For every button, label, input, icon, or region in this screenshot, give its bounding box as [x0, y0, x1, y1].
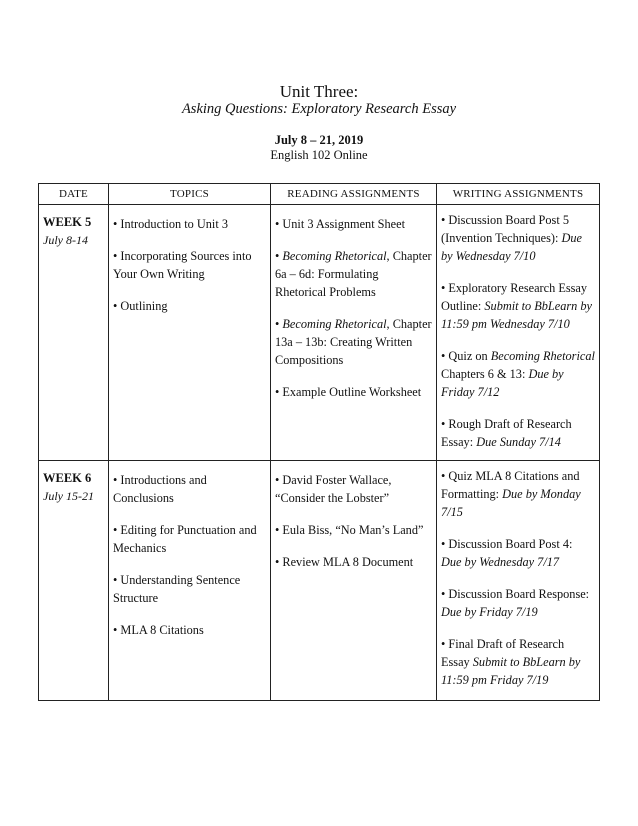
topic-item: • MLA 8 Citations: [113, 623, 204, 637]
writing-item: • Rough Draft of Research Essay: Due Sunday 7/14: [441, 417, 572, 449]
column-header-topics: TOPICS: [109, 184, 271, 205]
topics-cell: [109, 461, 271, 701]
schedule-table: [38, 183, 600, 701]
date-cell: [39, 461, 109, 701]
topics-cell: [109, 205, 271, 461]
reading-item: • Example Outline Worksheet: [275, 385, 422, 399]
writing-cell: [437, 205, 600, 461]
topic-item: • Understanding Sentence Structure: [113, 573, 241, 605]
date-cell: [39, 205, 109, 461]
reading-cell: [271, 205, 437, 461]
table-row: [39, 461, 600, 701]
reading-item: • Review MLA 8 Document: [275, 555, 414, 569]
week-label: WEEK 5: [43, 215, 92, 229]
topic-item: • Introduction to Unit 3: [113, 217, 228, 231]
column-header-date: DATE: [39, 184, 109, 205]
reading-item: • Unit 3 Assignment Sheet: [275, 217, 406, 231]
course-name: English 102 Online: [270, 148, 368, 162]
week-dates: July 15-21: [43, 489, 94, 503]
reading-cell: [271, 461, 437, 701]
topic-item: • Incorporating Sources into Your Own Writing: [113, 249, 252, 281]
week-label: WEEK 6: [43, 471, 92, 485]
reading-item: • David Foster Wallace, “Consider the Lobster”: [275, 473, 392, 505]
writing-item: • Discussion Board Post 5 (Invention Techniques): Due by Wednesday 7/10: [441, 213, 582, 263]
writing-item: • Discussion Board Post 4: Due by Wednesday 7/17: [441, 537, 573, 569]
writing-cell: [437, 461, 600, 701]
table-header-row: [39, 184, 600, 205]
reading-item: • Becoming Rhetorical, Chapter 13a – 13b: Creating Written Compositions: [275, 317, 432, 367]
writing-item: • Discussion Board Response: Due by Friday 7/19: [441, 587, 590, 619]
writing-item: • Quiz on Becoming Rhetorical Chapters 6 & 13: Due by Friday 7/12: [441, 349, 595, 399]
topic-item: • Outlining: [113, 299, 168, 313]
writing-item: • Quiz MLA 8 Citations and Formatting: Due by Monday 7/15: [441, 469, 581, 519]
reading-item: • Becoming Rhetorical, Chapter 6a – 6d: Formulating Rhetorical Problems: [275, 249, 432, 299]
column-header-writing: WRITING ASSIGNMENTS: [437, 184, 600, 205]
topic-item: • Introductions and Conclusions: [113, 473, 207, 505]
topic-item: • Editing for Punctuation and Mechanics: [113, 523, 257, 555]
writing-item: • Final Draft of Research Essay Submit to BbLearn by 11:59 pm Friday 7/19: [441, 637, 581, 687]
unit-title: Unit Three:: [279, 82, 359, 101]
date-range: July 8 – 21, 2019: [274, 133, 364, 147]
column-header-reading: READING ASSIGNMENTS: [271, 184, 437, 205]
week-dates: July 8-14: [43, 233, 88, 247]
unit-subtitle: Asking Questions: Exploratory Research Essay: [181, 101, 457, 117]
writing-item: • Exploratory Research Essay Outline: Submit to BbLearn by 11:59 pm Wednesday 7/10: [441, 281, 592, 331]
reading-item: • Eula Biss, “No Man’s Land”: [275, 523, 424, 537]
table-row: [39, 205, 600, 461]
